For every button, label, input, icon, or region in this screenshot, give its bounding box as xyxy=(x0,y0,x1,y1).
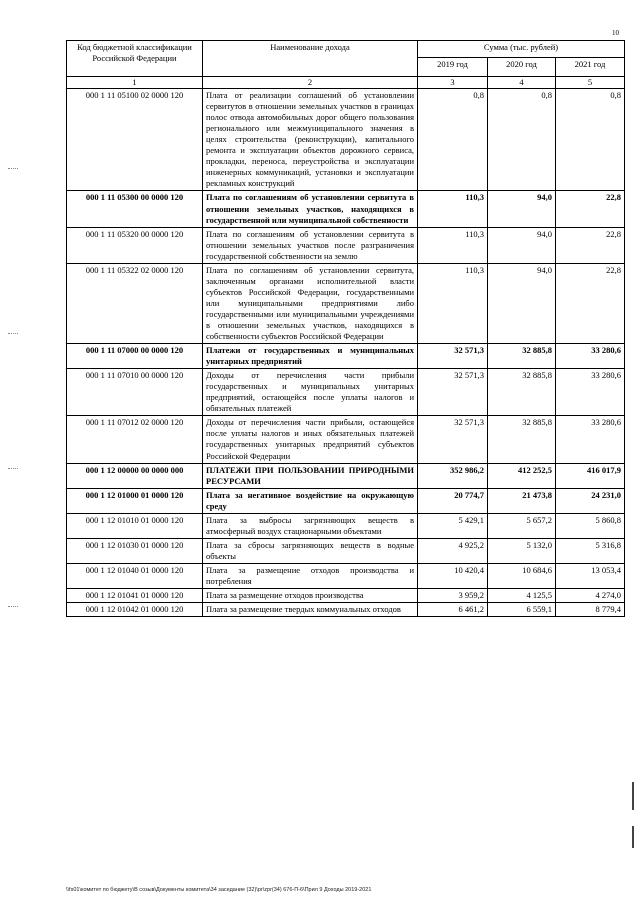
revenue-table xyxy=(66,40,625,617)
revenue-name-cell: Доходы от перечисления части прибыли государственных и муниципальных унитарных предприятий, остающейся после уплаты налогов и обязательных платежей xyxy=(203,369,418,416)
revenue-name-cell: Плата по соглашениям об установлении сервитута в отношении земельных участков, находящихся в государственной или муниципальной собственности xyxy=(203,191,418,227)
amount-2020-cell: 10 684,6 xyxy=(488,563,556,588)
revenue-name-cell: Плата за выбросы загрязняющих веществ в атмосферный воздух стационарными объектами xyxy=(203,513,418,538)
amount-2021-cell: 33 280,6 xyxy=(556,416,625,463)
column-number: 3 xyxy=(418,77,488,89)
amount-2019-cell: 352 986,2 xyxy=(418,463,488,488)
budget-code-cell: 000 1 12 01042 01 0000 120 xyxy=(67,603,203,617)
amount-2020-cell: 412 252,5 xyxy=(488,463,556,488)
amount-2021-cell: 5 860,8 xyxy=(556,513,625,538)
amount-2021-cell: 22,8 xyxy=(556,191,625,227)
column-number-row xyxy=(67,77,625,89)
revenue-name-cell: Плата за размещение отходов производства xyxy=(203,589,418,603)
revenue-name-cell: Плата за размещение твердых коммунальных отходов xyxy=(203,603,418,617)
budget-code-cell: 000 1 11 05320 00 0000 120 xyxy=(67,227,203,263)
amount-2019-cell: 5 429,1 xyxy=(418,513,488,538)
amount-2021-cell: 33 280,6 xyxy=(556,369,625,416)
budget-code-cell: 000 1 11 07010 00 0000 120 xyxy=(67,369,203,416)
revenue-name-cell: Плата от реализации соглашений об установлении сервитутов в отношении земельных участков в границах полос отвода автомобильных дорог общего пользования регионального или межмуниципального значения в целях строительства (реконструкции), капитального ремонта и эксплуатации объектов дорожного сервиса, прокладки, переноса, переустройства и эксплуатации инженерных коммуникаций, установки и эксплуатации рекламных конструкций xyxy=(203,89,418,191)
budget-code-cell: 000 1 11 05300 00 0000 120 xyxy=(67,191,203,227)
amount-2020-cell: 94,0 xyxy=(488,191,556,227)
table-row xyxy=(67,416,625,463)
amount-2020-cell: 6 559,1 xyxy=(488,603,556,617)
revenue-name-cell: Плата за негативное воздействие на окружающую среду xyxy=(203,488,418,513)
table-row xyxy=(67,191,625,227)
budget-code-cell: 000 1 12 01041 01 0000 120 xyxy=(67,589,203,603)
revenue-name-cell: Плата по соглашениям об установлении сервитута в отношении земельных участков после разграничения государственной собственности на землю xyxy=(203,227,418,263)
amount-2021-cell: 8 779,4 xyxy=(556,603,625,617)
budget-code-cell: 000 1 12 01030 01 0000 120 xyxy=(67,538,203,563)
header-name: Наименование дохода xyxy=(203,41,418,77)
amount-2020-cell: 5 132,0 xyxy=(488,538,556,563)
amount-2021-cell: 5 316,8 xyxy=(556,538,625,563)
amount-2019-cell: 0,8 xyxy=(418,89,488,191)
revenue-name-cell: ПЛАТЕЖИ ПРИ ПОЛЬЗОВАНИИ ПРИРОДНЫМИ РЕСУРСАМИ xyxy=(203,463,418,488)
amount-2019-cell: 10 420,4 xyxy=(418,563,488,588)
table-body xyxy=(67,89,625,617)
header-year-2020: 2020 год xyxy=(488,58,556,77)
table-row xyxy=(67,227,625,263)
scan-edge-mark xyxy=(632,782,634,810)
table-row xyxy=(67,89,625,191)
table-row xyxy=(67,589,625,603)
column-number: 2 xyxy=(203,77,418,89)
amount-2019-cell: 110,3 xyxy=(418,227,488,263)
table-row xyxy=(67,463,625,488)
amount-2020-cell: 94,0 xyxy=(488,227,556,263)
table-row xyxy=(67,488,625,513)
column-number: 5 xyxy=(556,77,625,89)
table-row xyxy=(67,603,625,617)
budget-code-cell: 000 1 12 01000 01 0000 120 xyxy=(67,488,203,513)
amount-2020-cell: 32 885,8 xyxy=(488,416,556,463)
file-path-footer: \\fs01\комитет по бюджету\В созыв\Документы комитета\34 заседание (32)\pr\zpr(34) 676-П-6\Прил 9 Доходы 2019-2021 xyxy=(66,887,372,893)
margin-mark xyxy=(8,468,18,469)
margin-mark xyxy=(8,168,18,169)
table-row xyxy=(67,369,625,416)
page-number: 10 xyxy=(612,29,619,37)
amount-2019-cell: 32 571,3 xyxy=(418,416,488,463)
table-row xyxy=(67,344,625,369)
amount-2021-cell: 33 280,6 xyxy=(556,344,625,369)
amount-2020-cell: 32 885,8 xyxy=(488,344,556,369)
amount-2020-cell: 5 657,2 xyxy=(488,513,556,538)
header-year-2019: 2019 год xyxy=(418,58,488,77)
header-code: Код бюджетной классификации Российской Федерации xyxy=(67,41,203,77)
header-year-2021: 2021 год xyxy=(556,58,625,77)
amount-2020-cell: 32 885,8 xyxy=(488,369,556,416)
margin-mark xyxy=(8,606,18,607)
amount-2021-cell: 4 274,0 xyxy=(556,589,625,603)
amount-2020-cell: 94,0 xyxy=(488,263,556,343)
budget-code-cell: 000 1 11 05322 02 0000 120 xyxy=(67,263,203,343)
amount-2020-cell: 0,8 xyxy=(488,89,556,191)
revenue-name-cell: Доходы от перечисления части прибыли, остающейся после уплаты налогов и иных обязательных платежей государственных унитарных предприятий субъектов Российской Федерации xyxy=(203,416,418,463)
amount-2019-cell: 20 774,7 xyxy=(418,488,488,513)
amount-2019-cell: 4 925,2 xyxy=(418,538,488,563)
column-number: 1 xyxy=(67,77,203,89)
budget-code-cell: 000 1 12 01010 01 0000 120 xyxy=(67,513,203,538)
budget-code-cell: 000 1 12 00000 00 0000 000 xyxy=(67,463,203,488)
margin-mark xyxy=(8,333,18,334)
table-row xyxy=(67,538,625,563)
table-row xyxy=(67,263,625,343)
amount-2021-cell: 22,8 xyxy=(556,263,625,343)
amount-2019-cell: 32 571,3 xyxy=(418,369,488,416)
amount-2021-cell: 22,8 xyxy=(556,227,625,263)
scan-edge-mark xyxy=(632,826,634,848)
amount-2021-cell: 416 017,9 xyxy=(556,463,625,488)
table-row xyxy=(67,563,625,588)
budget-code-cell: 000 1 11 05100 02 0000 120 xyxy=(67,89,203,191)
amount-2019-cell: 3 959,2 xyxy=(418,589,488,603)
revenue-name-cell: Плата за размещение отходов производства и потребления xyxy=(203,563,418,588)
revenue-name-cell: Плата за сбросы загрязняющих веществ в водные объекты xyxy=(203,538,418,563)
budget-code-cell: 000 1 12 01040 01 0000 120 xyxy=(67,563,203,588)
amount-2021-cell: 13 053,4 xyxy=(556,563,625,588)
amount-2019-cell: 32 571,3 xyxy=(418,344,488,369)
column-number: 4 xyxy=(488,77,556,89)
amount-2020-cell: 21 473,8 xyxy=(488,488,556,513)
revenue-name-cell: Платежи от государственных и муниципальных унитарных предприятий xyxy=(203,344,418,369)
revenue-name-cell: Плата по соглашениям об установлении сервитута, заключенным органами исполнительной власти субъектов Российской Федерации, государственными или муниципальными предприятиями либо государственными или муниципальными учреждениями в отношении земельных участков, находящихся в собственности субъектов Российской Федерации xyxy=(203,263,418,343)
amount-2021-cell: 0,8 xyxy=(556,89,625,191)
budget-code-cell: 000 1 11 07000 00 0000 120 xyxy=(67,344,203,369)
amount-2019-cell: 110,3 xyxy=(418,263,488,343)
budget-code-cell: 000 1 11 07012 02 0000 120 xyxy=(67,416,203,463)
amount-2020-cell: 4 125,5 xyxy=(488,589,556,603)
amount-2021-cell: 24 231,0 xyxy=(556,488,625,513)
table-row xyxy=(67,513,625,538)
amount-2019-cell: 6 461,2 xyxy=(418,603,488,617)
header-sum: Сумма (тыс. рублей) xyxy=(418,41,625,58)
amount-2019-cell: 110,3 xyxy=(418,191,488,227)
